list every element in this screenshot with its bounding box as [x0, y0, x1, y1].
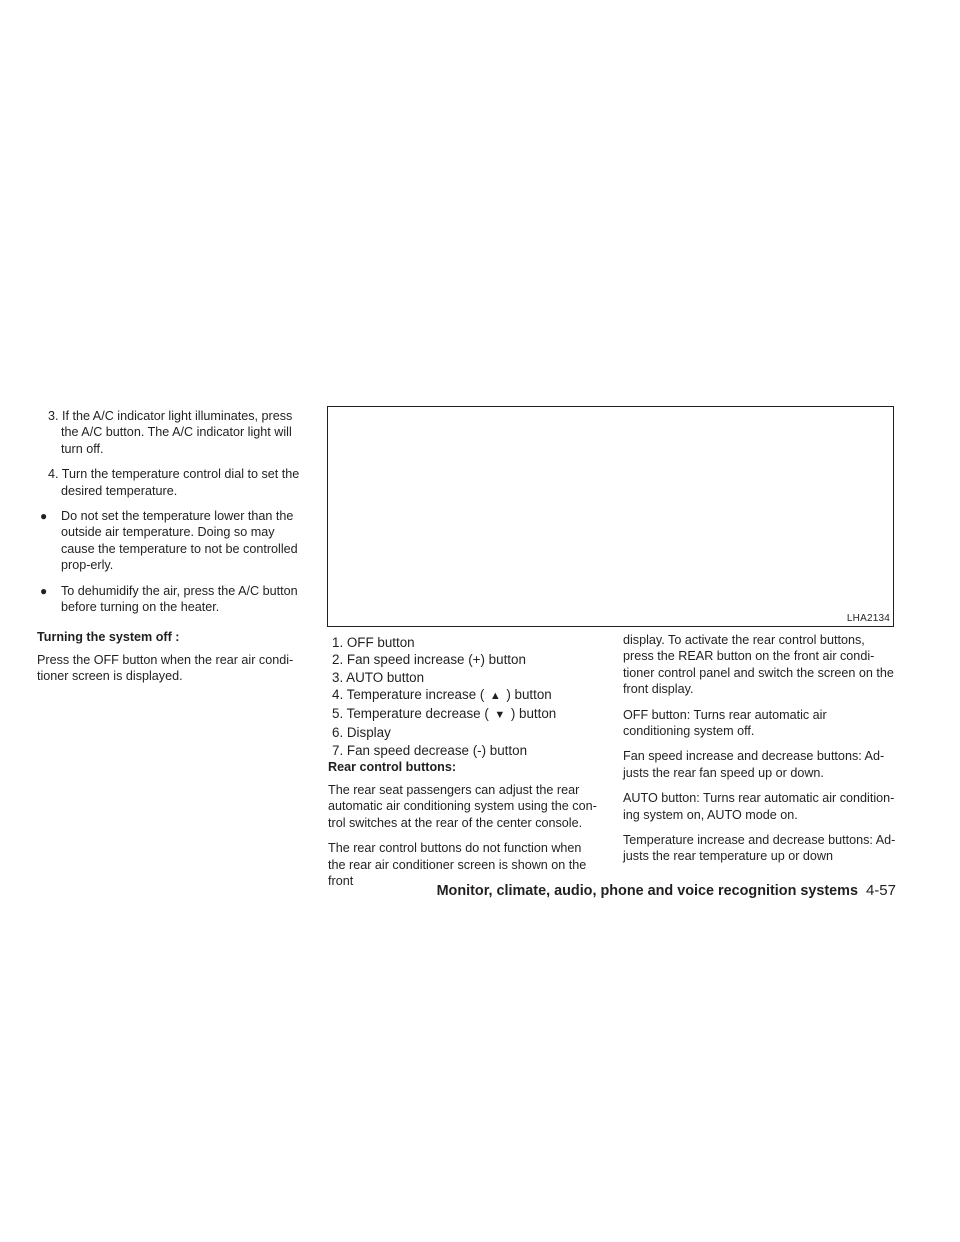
legend-item	[332, 686, 612, 705]
right-column	[623, 632, 896, 874]
bullet-icon: ●	[40, 583, 48, 598]
legend-item: 2. Fan speed increase (+) button	[332, 652, 526, 668]
figure-frame	[327, 406, 894, 627]
bullet-icon: ●	[40, 509, 48, 524]
legend-item	[332, 705, 612, 724]
legend-text: ) button	[506, 686, 552, 702]
paragraph: Press the OFF button when the rear air condi-tioner screen is displayed.	[37, 652, 294, 684]
legend-text: ) button	[510, 706, 557, 722]
paragraph: OFF button: Turns rear automatic air conditioning system off.	[623, 707, 827, 739]
legend-item: 1. OFF button	[332, 635, 415, 650]
arrow-up-icon: ▲	[489, 689, 501, 702]
page-number: 4-57	[865, 882, 896, 899]
bullet-item	[37, 508, 309, 574]
paragraph: Temperature increase and decrease buttons: Ad-justs the rear temperature up or down	[623, 833, 896, 864]
paragraph: display. To activate the rear control buttons, press the REAR button on the front air condi-tioner control panel and switch the screen on the front display.	[623, 633, 894, 697]
legend-item: 7. Fan speed decrease (-) button	[332, 742, 528, 758]
bullet-item	[37, 583, 309, 616]
bullet-text: Do not set the temperature lower than the outside air temperature. Doing so may cause the temperature to not be controlled prop-erly.	[61, 509, 298, 573]
step-4: 4. Turn the temperature control dial to set the desired temperature.	[48, 467, 300, 498]
section-heading: Turning the system off :	[37, 630, 180, 645]
legend-text: 4. Temperature increase (	[332, 686, 485, 702]
bullet-text: To dehumidify the air, press the A/C button before turning on the heater.	[61, 583, 298, 615]
paragraph: Fan speed increase and decrease buttons: Ad-justs the rear fan speed up or down.	[623, 749, 885, 780]
paragraph: AUTO button: Turns rear automatic air condition-ing system on, AUTO mode on.	[623, 791, 895, 822]
paragraph: The rear seat passengers can adjust the rear automatic air conditioning system using the con-trol switches at the rear of the center console.	[328, 783, 597, 830]
step-3: 3. If the A/C indicator light illuminates, press the A/C button. The A/C indicator light will turn off.	[48, 409, 293, 456]
legend-item: 6. Display	[332, 725, 391, 741]
figure-code: LHA2134	[846, 613, 890, 624]
paragraph: The rear control buttons do not function when the rear air conditioner screen is shown on the front	[328, 841, 587, 889]
page-footer	[430, 882, 896, 899]
legend-text: 5. Temperature decrease (	[332, 706, 489, 722]
figure-legend	[328, 634, 612, 776]
middle-column	[328, 782, 600, 898]
legend-item: 3. AUTO button	[332, 669, 425, 685]
left-column	[37, 408, 309, 694]
arrow-down-icon: ▼	[494, 709, 506, 722]
footer-section-title: Monitor, climate, audio, phone and voice recognition systems	[436, 883, 858, 899]
section-heading: Rear control buttons:	[328, 760, 457, 775]
